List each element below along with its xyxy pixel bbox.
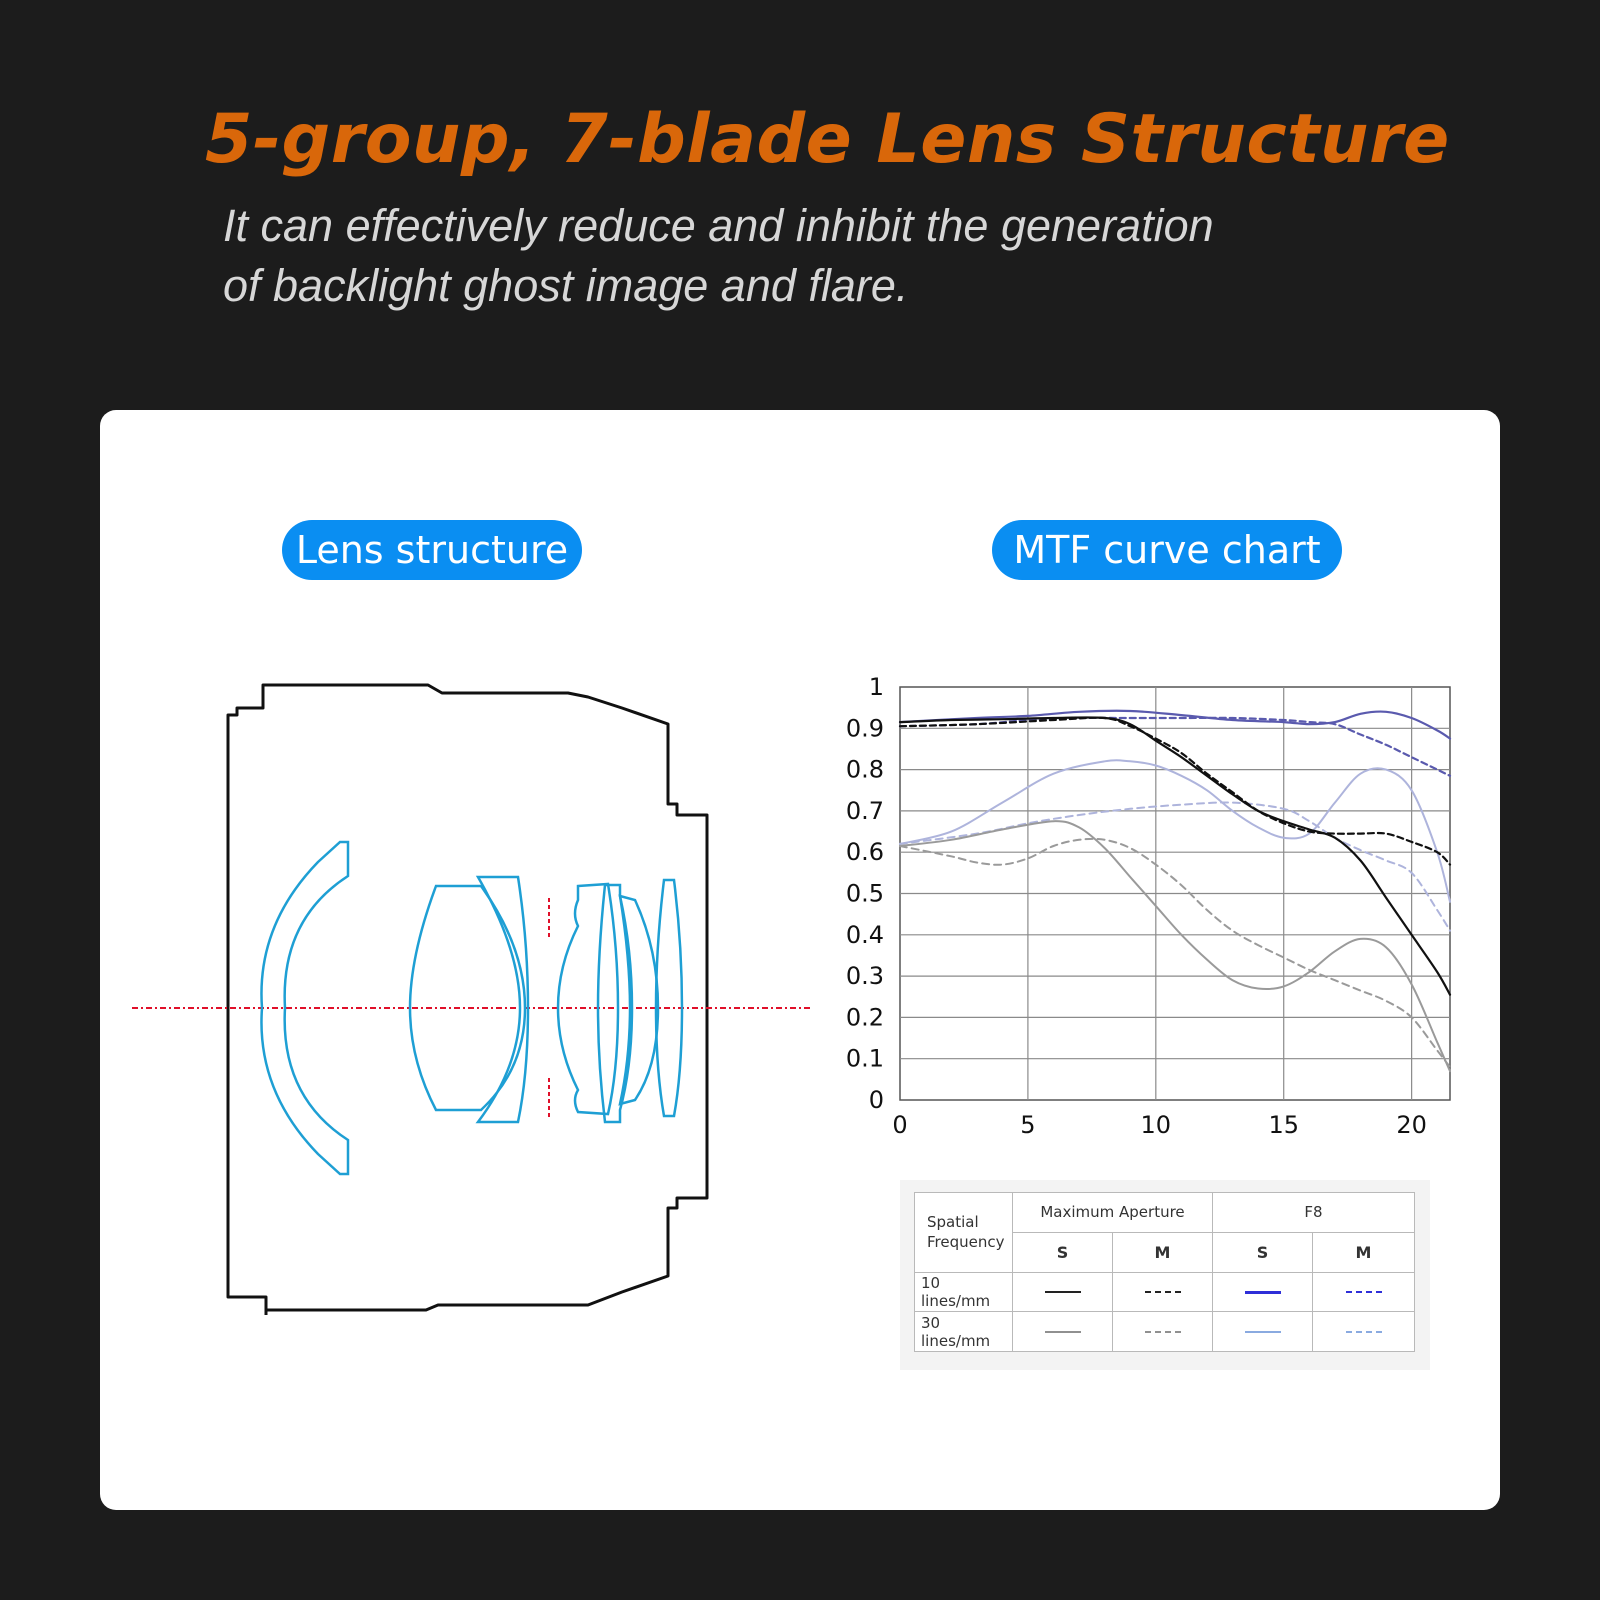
page-subtitle — [223, 196, 1403, 316]
subtitle-line-1: It can effectively reduce and inhibit the generation — [223, 200, 1214, 251]
y-tick-label: 0.8 — [845, 755, 884, 784]
legend-col-max-m: M — [1113, 1232, 1213, 1272]
legend-cell — [1013, 1272, 1113, 1312]
mtf-chart — [100, 410, 1500, 1170]
legend-col-max-s: S — [1013, 1232, 1113, 1272]
mtf-legend — [900, 1180, 1430, 1370]
legend-swatch-10-f8-m — [1346, 1291, 1382, 1293]
legend-corner-line-2: Frequency — [927, 1233, 1005, 1252]
legend-row-30-lines: 30 lines/mm — [915, 1312, 1013, 1352]
legend-col-f8-m: M — [1313, 1232, 1415, 1272]
subtitle-line-2: of backlight ghost image and flare. — [223, 260, 909, 311]
legend-cell — [1113, 1312, 1213, 1352]
legend-swatch-30-max-s — [1045, 1331, 1081, 1333]
legend-corner-line-1: Spatial — [927, 1213, 979, 1232]
legend-cell — [1213, 1272, 1313, 1312]
x-tick-label: 0 — [892, 1111, 908, 1139]
y-tick-label: 0.3 — [845, 962, 884, 991]
legend-swatch-30-f8-m — [1346, 1331, 1382, 1333]
y-tick-label: 0.7 — [845, 796, 884, 825]
legend-corner-header — [915, 1193, 1013, 1273]
x-tick-label: 15 — [1268, 1111, 1299, 1139]
y-tick-label: 0.5 — [845, 879, 884, 908]
mtf-chart-badge: MTF curve chart — [992, 520, 1342, 580]
x-tick-label: 10 — [1140, 1111, 1172, 1139]
legend-header-max-aperture: Maximum Aperture — [1013, 1193, 1213, 1233]
legend-cell — [1013, 1312, 1113, 1352]
legend-swatch-10-f8-s — [1245, 1291, 1281, 1294]
y-tick-label: 0.9 — [845, 714, 884, 743]
y-tick-label: 0.4 — [845, 920, 884, 949]
legend-cell — [1213, 1312, 1313, 1352]
y-tick-label: 0.6 — [845, 838, 884, 867]
lens-structure-badge: Lens structure — [282, 520, 582, 580]
legend-swatch-30-f8-s — [1245, 1331, 1281, 1333]
legend-cell — [1313, 1312, 1415, 1352]
content-panel — [100, 410, 1500, 1510]
page-title: 5-group, 7-blade Lens Structure — [205, 100, 1450, 179]
legend-swatch-10-max-s — [1045, 1291, 1081, 1293]
legend-cell — [1313, 1272, 1415, 1312]
legend-col-f8-s: S — [1213, 1232, 1313, 1272]
legend-swatch-30-max-m — [1145, 1331, 1181, 1333]
y-tick-label: 0.2 — [845, 1003, 884, 1032]
x-tick-label: 5 — [1020, 1111, 1036, 1139]
y-tick-label: 0.1 — [845, 1044, 884, 1073]
legend-table — [914, 1192, 1415, 1352]
x-tick-label: 20 — [1396, 1111, 1427, 1139]
legend-row-10-lines: 10 lines/mm — [915, 1272, 1013, 1312]
legend-header-f8: F8 — [1213, 1193, 1415, 1233]
y-tick-label: 1 — [868, 673, 884, 701]
legend-cell — [1113, 1272, 1213, 1312]
legend-swatch-10-max-m — [1145, 1291, 1181, 1293]
y-tick-label: 0 — [868, 1086, 884, 1114]
